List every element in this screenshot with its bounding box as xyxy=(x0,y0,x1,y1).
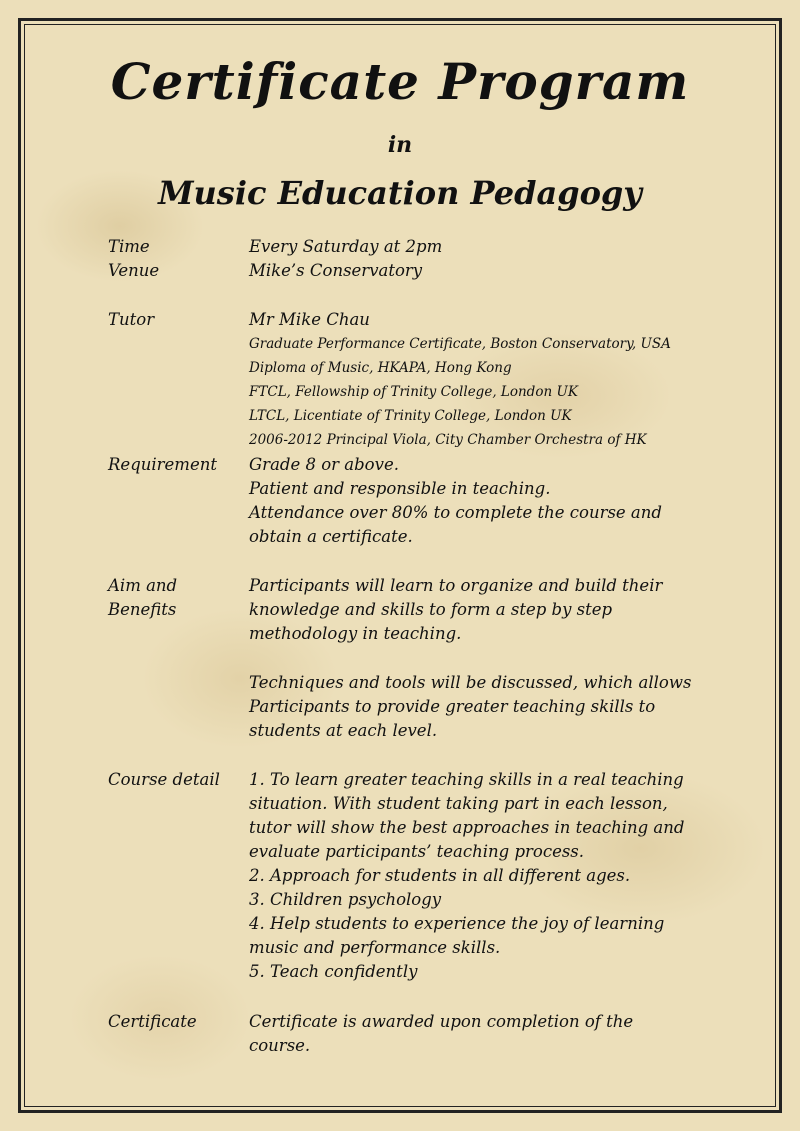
time-label: Time xyxy=(108,237,150,256)
venue-label: Venue xyxy=(108,261,160,280)
course-line: 4. Help students to experience the joy of learning xyxy=(249,914,665,933)
tutor-label: Tutor xyxy=(108,310,155,329)
course-line: music and performance skills. xyxy=(249,938,501,957)
venue-value: Mike’s Conservatory xyxy=(249,261,423,280)
aim-label: Benefits xyxy=(108,600,177,619)
aim-line: Participants will learn to organize and build their xyxy=(249,576,663,595)
aim-line: methodology in teaching. xyxy=(249,624,462,643)
requirement-line: Attendance over 80% to complete the course and xyxy=(249,503,662,522)
course-line: evaluate participants’ teaching process. xyxy=(249,842,585,861)
aim-line: Techniques and tools will be discussed, which allows xyxy=(249,673,692,692)
certificate-line: Certificate is awarded upon completion of the xyxy=(249,1012,634,1031)
course-line: 5. Teach confidently xyxy=(249,962,418,981)
certificate-line: course. xyxy=(249,1036,311,1055)
aim-label: Aim and xyxy=(108,576,178,595)
aim-line: students at each level. xyxy=(249,721,438,740)
course-line: tutor will show the best approaches in teaching and xyxy=(249,818,685,837)
tutor-credential: FTCL, Fellowship of Trinity College, London UK xyxy=(249,384,578,400)
tutor-credential: LTCL, Licentiate of Trinity College, London UK xyxy=(249,408,572,424)
page-subtitle: Music Education Pedagogy xyxy=(158,174,642,212)
aim-line: knowledge and skills to form a step by step xyxy=(249,600,613,619)
tutor-credential: 2006-2012 Principal Viola, City Chamber Orchestra of HK xyxy=(249,432,647,448)
certificate-label: Certificate xyxy=(108,1012,197,1031)
course-line: 2. Approach for students in all different ages. xyxy=(249,866,631,885)
requirement-line: Patient and responsible in teaching. xyxy=(249,479,551,498)
tutor-credential: Diploma of Music, HKAPA, Hong Kong xyxy=(249,360,512,376)
time-value: Every Saturday at 2pm xyxy=(249,237,443,256)
aim-line: Participants to provide greater teaching skills to xyxy=(249,697,656,716)
page-title: Certificate Program xyxy=(110,52,690,111)
title-connector: in xyxy=(387,132,413,158)
tutor-credential: Graduate Performance Certificate, Boston Conservatory, USA xyxy=(249,336,671,352)
requirement-line: obtain a certificate. xyxy=(249,527,413,546)
course-line: 3. Children psychology xyxy=(249,890,442,909)
requirement-label: Requirement xyxy=(108,455,217,474)
tutor-name: Mr Mike Chau xyxy=(249,310,370,329)
course-line: 1. To learn greater teaching skills in a real teaching xyxy=(249,770,684,789)
course-line: situation. With student taking part in each lesson, xyxy=(249,794,668,813)
requirement-line: Grade 8 or above. xyxy=(249,455,399,474)
course-label: Course detail xyxy=(108,770,220,789)
